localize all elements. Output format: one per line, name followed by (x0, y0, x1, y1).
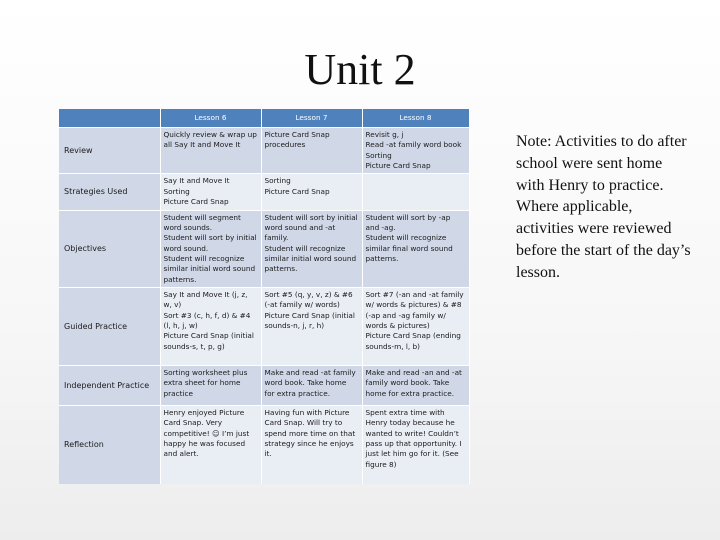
table-cell: Say It and Move It (j, z, w, v) Sort #3 (c, h, f, d) & #4 (l, h, j, w) Picture Card Snap (initial sounds-s, t, p, g) (160, 288, 261, 366)
table-cell: Spent extra time with Henry today because he wanted to write! Couldn’t pass up that opportunity. I just let him go for it. (See figure 8) (362, 406, 469, 484)
row-label: Review (59, 128, 160, 174)
table-cell: Sorting worksheet plus extra sheet for home practice (160, 366, 261, 406)
table-cell: Having fun with Picture Card Snap. Will try to spend more time on that strategy since he enjoys it. (261, 406, 362, 484)
table-row-objectives (59, 210, 469, 288)
table-row-strategies (59, 174, 469, 210)
table-row-reflection (59, 406, 469, 484)
table-cell: Sort #7 (-an and -at family w/ words & pictures) & #8 (-ap and -ag family w/ words & pictures) Picture Card Snap (ending sounds-m, l, b) (362, 288, 469, 366)
table-cell: Revisit g, j Read -at family word book Sorting Picture Card Snap (362, 128, 469, 174)
header-cell-lesson-8: Lesson 8 (362, 109, 469, 128)
header-cell-blank (59, 109, 160, 128)
table-row-independent-practice (59, 366, 469, 406)
table-cell: Sorting Picture Card Snap (261, 174, 362, 210)
row-label: Independent Practice (59, 366, 160, 406)
table-cell: Student will sort by -ap and -ag. Student will recognize similar final word sound patterns. (362, 210, 469, 288)
row-label: Guided Practice (59, 288, 160, 366)
table-cell: Quickly review & wrap up all Say It and Move It (160, 128, 261, 174)
table-row-guided-practice (59, 288, 469, 366)
table-cell: Say It and Move It Sorting Picture Card Snap (160, 174, 261, 210)
table-cell (362, 174, 469, 210)
table-cell: Student will segment word sounds. Student will sort by initial word sound. Student will recognize similar initial word sound patterns. (160, 210, 261, 288)
table-cell: Sort #5 (q, y, v, z) & #6 (-at family w/ words) Picture Card Snap (initial sounds-n, j, r, h) (261, 288, 362, 366)
lesson-table (59, 109, 470, 484)
table-header-row (59, 109, 469, 128)
table-cell: Henry enjoyed Picture Card Snap. Very competitive! ☺ I’m just happy he was focused and alert. (160, 406, 261, 484)
table-cell: Make and read -at family word book. Take home for extra practice. (261, 366, 362, 406)
row-label: Strategies Used (59, 174, 160, 210)
header-cell-lesson-7: Lesson 7 (261, 109, 362, 128)
table-cell: Student will sort by initial word sound and -at family. Student will recognize similar initial word sound patterns. (261, 210, 362, 288)
table-row-review (59, 128, 469, 174)
table-cell: Make and read -an and -at family word book. Take home for extra practice. (362, 366, 469, 406)
side-note: Note: Activities to do after school were sent home with Henry to practice. Where applicable, activities were reviewed before the start of the day’s lesson. (516, 133, 691, 281)
slide-title: Unit 2 (304, 45, 416, 94)
row-label: Reflection (59, 406, 160, 484)
row-label: Objectives (59, 210, 160, 288)
header-cell-lesson-6: Lesson 6 (160, 109, 261, 128)
table-cell: Picture Card Snap procedures (261, 128, 362, 174)
